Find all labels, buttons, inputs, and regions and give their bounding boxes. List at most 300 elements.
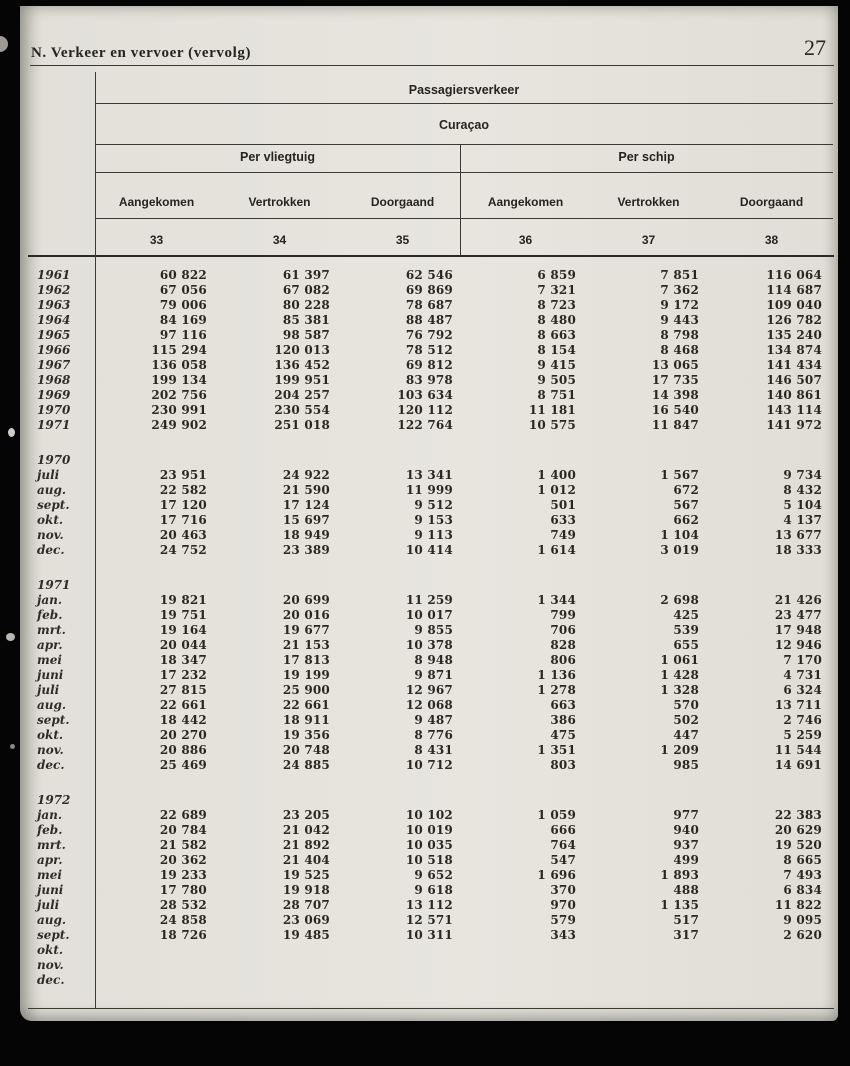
cell: 10 019 xyxy=(405,823,453,837)
table-row xyxy=(20,638,833,653)
cell: 146 507 xyxy=(766,373,822,387)
table-row xyxy=(20,543,833,558)
cell: 25 900 xyxy=(282,683,330,697)
cell: 230 991 xyxy=(151,403,207,417)
cell xyxy=(710,973,833,988)
cell xyxy=(95,973,218,988)
column-header: Doorgaand xyxy=(739,195,804,209)
cell: 143 114 xyxy=(766,403,822,417)
cell: 317 xyxy=(673,928,699,942)
table-row xyxy=(20,758,833,773)
section-label-row xyxy=(20,578,833,593)
cell: 1 061 xyxy=(660,653,699,667)
scan-edge-artifact xyxy=(0,36,8,52)
cell: 940 xyxy=(673,823,699,837)
cell: 9 618 xyxy=(414,883,453,897)
cell: 19 918 xyxy=(282,883,330,897)
cell xyxy=(464,943,587,958)
cell: 28 707 xyxy=(282,898,330,912)
column-header: Aangekomen xyxy=(118,195,195,209)
cell: 19 356 xyxy=(282,728,330,742)
cell: 249 902 xyxy=(151,418,207,432)
cell: 28 532 xyxy=(159,898,207,912)
cell: 21 426 xyxy=(774,593,822,607)
row-label: sept. xyxy=(37,498,70,512)
cell xyxy=(95,453,218,468)
row-label: juli xyxy=(37,683,60,697)
column-header: Vertrokken xyxy=(248,195,311,209)
cell: 136 452 xyxy=(274,358,330,372)
cell: 2 620 xyxy=(783,928,822,942)
scan-speck xyxy=(6,633,15,641)
row-label: okt. xyxy=(37,943,64,957)
section-label-row xyxy=(20,453,833,468)
cell: 1 567 xyxy=(660,468,699,482)
cell: 2 746 xyxy=(783,713,822,727)
cell: 23 205 xyxy=(282,808,330,822)
cell: 10 017 xyxy=(405,608,453,622)
cell: 80 228 xyxy=(282,298,330,312)
table-row xyxy=(20,388,833,403)
cell: 126 782 xyxy=(766,313,822,327)
cell: 9 172 xyxy=(660,298,699,312)
title-rule xyxy=(95,103,833,104)
cell: 7 321 xyxy=(537,283,576,297)
cell: 122 764 xyxy=(397,418,453,432)
cell: 828 xyxy=(550,638,576,652)
cell: 1 012 xyxy=(537,483,576,497)
table-row xyxy=(20,808,833,823)
cell: 22 661 xyxy=(282,698,330,712)
cell: 10 035 xyxy=(405,838,453,852)
cell: 10 102 xyxy=(405,808,453,822)
row-label: mei xyxy=(37,653,62,667)
cell xyxy=(341,943,464,958)
table-row xyxy=(20,698,833,713)
table-row xyxy=(20,468,833,483)
cell: 547 xyxy=(550,853,576,867)
cell: 24 858 xyxy=(159,913,207,927)
row-label: jan. xyxy=(37,593,63,607)
cell: 23 951 xyxy=(159,468,207,482)
cell xyxy=(587,973,710,988)
cell: 136 058 xyxy=(151,358,207,372)
cell: 230 554 xyxy=(274,403,330,417)
cell: 19 751 xyxy=(159,608,207,622)
cell: 24 752 xyxy=(159,543,207,557)
row-label: okt. xyxy=(37,728,64,742)
cell: 2 698 xyxy=(660,593,699,607)
cell: 20 748 xyxy=(282,743,330,757)
cell: 20 784 xyxy=(159,823,207,837)
cell: 18 726 xyxy=(159,928,207,942)
cell: 116 064 xyxy=(766,268,822,282)
column-header: Doorgaand xyxy=(370,195,435,209)
cell: 67 082 xyxy=(282,283,330,297)
row-label: 1971 xyxy=(37,418,71,432)
table-section xyxy=(20,578,833,773)
row-label: 1963 xyxy=(37,298,71,312)
cell: 764 xyxy=(550,838,576,852)
cell: 22 582 xyxy=(159,483,207,497)
table-row xyxy=(20,883,833,898)
cell: 18 911 xyxy=(282,713,330,727)
cell: 10 575 xyxy=(528,418,576,432)
cell: 16 540 xyxy=(651,403,699,417)
cell: 1 278 xyxy=(537,683,576,697)
cell: 12 967 xyxy=(405,683,453,697)
column-numbers xyxy=(95,233,833,247)
row-label: mrt. xyxy=(37,623,66,637)
table-row xyxy=(20,653,833,668)
cell: 799 xyxy=(550,608,576,622)
cell: 8 432 xyxy=(783,483,822,497)
cell: 970 xyxy=(550,898,576,912)
row-label: aug. xyxy=(37,483,67,497)
cell xyxy=(341,958,464,973)
cell: 8 776 xyxy=(414,728,453,742)
table-row xyxy=(20,943,833,958)
cell: 78 512 xyxy=(405,343,453,357)
cell: 134 874 xyxy=(766,343,822,357)
cell: 20 699 xyxy=(282,593,330,607)
cell xyxy=(218,793,341,808)
cell: 570 xyxy=(673,698,699,712)
row-label: 1965 xyxy=(37,328,71,342)
cell: 666 xyxy=(550,823,576,837)
cell: 22 689 xyxy=(159,808,207,822)
table-row xyxy=(20,823,833,838)
cell: 1 893 xyxy=(660,868,699,882)
cell: 5 259 xyxy=(783,728,822,742)
cell: 9 443 xyxy=(660,313,699,327)
cell: 17 813 xyxy=(282,653,330,667)
cell: 1 136 xyxy=(537,668,576,682)
row-label: feb. xyxy=(37,823,63,837)
table-region: Curaçao xyxy=(438,118,490,132)
cell: 13 677 xyxy=(774,528,822,542)
cell xyxy=(710,958,833,973)
cell xyxy=(587,453,710,468)
table-row xyxy=(20,418,833,433)
cell: 6 834 xyxy=(783,883,822,897)
cell: 17 735 xyxy=(651,373,699,387)
table-row xyxy=(20,728,833,743)
cell: 11 822 xyxy=(774,898,822,912)
column-headers xyxy=(95,195,833,209)
cell: 61 397 xyxy=(282,268,330,282)
cell: 8 751 xyxy=(537,388,576,402)
cell: 19 199 xyxy=(282,668,330,682)
table-row xyxy=(20,268,833,283)
cell: 15 697 xyxy=(282,513,330,527)
cell: 20 629 xyxy=(774,823,822,837)
table-row xyxy=(20,928,833,943)
cell: 21 892 xyxy=(282,838,330,852)
cell: 24 922 xyxy=(282,468,330,482)
cell: 141 972 xyxy=(766,418,822,432)
cell: 1 104 xyxy=(660,528,699,542)
table-row xyxy=(20,898,833,913)
cell: 60 822 xyxy=(159,268,207,282)
cell: 13 065 xyxy=(651,358,699,372)
cell xyxy=(587,943,710,958)
cell: 1 696 xyxy=(537,868,576,882)
column-number: 34 xyxy=(272,233,287,247)
table-row xyxy=(20,743,833,758)
table-row xyxy=(20,973,833,988)
header-rule xyxy=(30,65,834,66)
cell: 8 723 xyxy=(537,298,576,312)
cell: 17 124 xyxy=(282,498,330,512)
cell: 19 485 xyxy=(282,928,330,942)
cell xyxy=(464,453,587,468)
cell: 9 487 xyxy=(414,713,453,727)
row-label: mei xyxy=(37,868,62,882)
cell: 425 xyxy=(673,608,699,622)
cell: 9 855 xyxy=(414,623,453,637)
cell: 7 851 xyxy=(660,268,699,282)
cell: 114 687 xyxy=(766,283,822,297)
page-number: 27 xyxy=(804,35,826,60)
cell: 8 431 xyxy=(414,743,453,757)
cell: 17 120 xyxy=(159,498,207,512)
cell: 1 614 xyxy=(537,543,576,557)
table-row xyxy=(20,593,833,608)
cell: 13 341 xyxy=(405,468,453,482)
cell: 18 347 xyxy=(159,653,207,667)
row-label: sept. xyxy=(37,713,70,727)
page-title: N. Verkeer en vervoer (vervolg) xyxy=(31,45,252,61)
cell: 20 016 xyxy=(282,608,330,622)
cell: 69 812 xyxy=(405,358,453,372)
cell xyxy=(218,958,341,973)
table-row xyxy=(20,373,833,388)
cell: 23 069 xyxy=(282,913,330,927)
cell xyxy=(218,578,341,593)
cell: 204 257 xyxy=(274,388,330,402)
cell: 1 351 xyxy=(537,743,576,757)
cell xyxy=(95,943,218,958)
cell: 749 xyxy=(550,528,576,542)
cell: 9 505 xyxy=(537,373,576,387)
cell: 19 821 xyxy=(159,593,207,607)
cell: 1 344 xyxy=(537,593,576,607)
cell: 7 170 xyxy=(783,653,822,667)
table-row xyxy=(20,313,833,328)
row-label: 1968 xyxy=(37,373,71,387)
cell: 141 434 xyxy=(766,358,822,372)
cell: 10 518 xyxy=(405,853,453,867)
cell: 13 711 xyxy=(774,698,822,712)
cell: 8 663 xyxy=(537,328,576,342)
cell xyxy=(710,793,833,808)
row-label: okt. xyxy=(37,513,64,527)
row-label: mrt. xyxy=(37,838,66,852)
column-number: 37 xyxy=(641,233,656,247)
cell: 499 xyxy=(673,853,699,867)
cell: 22 383 xyxy=(774,808,822,822)
row-label: 1964 xyxy=(37,313,71,327)
cell: 502 xyxy=(673,713,699,727)
table-row xyxy=(20,513,833,528)
table-row xyxy=(20,358,833,373)
cell: 937 xyxy=(673,838,699,852)
cell xyxy=(587,578,710,593)
group-header-per-vliegtuig: Per vliegtuig xyxy=(239,150,316,164)
cell: 10 378 xyxy=(405,638,453,652)
cell: 19 520 xyxy=(774,838,822,852)
row-label: 1962 xyxy=(37,283,71,297)
cell: 21 582 xyxy=(159,838,207,852)
cell: 24 885 xyxy=(282,758,330,772)
cell xyxy=(218,453,341,468)
cell: 62 546 xyxy=(405,268,453,282)
cell: 9 652 xyxy=(414,868,453,882)
cell: 84 169 xyxy=(159,313,207,327)
table-section xyxy=(20,793,833,988)
cell: 12 946 xyxy=(774,638,822,652)
row-label: juli xyxy=(37,468,60,482)
cell xyxy=(95,958,218,973)
page xyxy=(20,6,838,1021)
group-rule xyxy=(95,172,833,173)
cell: 202 756 xyxy=(151,388,207,402)
cell: 8 480 xyxy=(537,313,576,327)
row-label: sept. xyxy=(37,928,70,942)
scan-speck xyxy=(8,428,15,437)
row-label: aug. xyxy=(37,698,67,712)
cell: 199 951 xyxy=(274,373,330,387)
cell: 9 153 xyxy=(414,513,453,527)
cell: 83 978 xyxy=(405,373,453,387)
cell: 1 328 xyxy=(660,683,699,697)
cell: 11 181 xyxy=(528,403,576,417)
cell: 10 414 xyxy=(405,543,453,557)
cell: 103 634 xyxy=(397,388,453,402)
table-row xyxy=(20,483,833,498)
cell: 22 661 xyxy=(159,698,207,712)
cell: 1 059 xyxy=(537,808,576,822)
row-label: dec. xyxy=(37,543,65,557)
table-row xyxy=(20,668,833,683)
cell: 11 999 xyxy=(405,483,453,497)
cell: 8 948 xyxy=(414,653,453,667)
cell: 1 209 xyxy=(660,743,699,757)
cell: 21 042 xyxy=(282,823,330,837)
cell: 21 153 xyxy=(282,638,330,652)
cell: 9 871 xyxy=(414,668,453,682)
cell: 13 112 xyxy=(405,898,453,912)
cell: 97 116 xyxy=(159,328,207,342)
table-row xyxy=(20,498,833,513)
column-number: 33 xyxy=(149,233,164,247)
cell: 8 665 xyxy=(783,853,822,867)
cell xyxy=(218,973,341,988)
cell: 14 691 xyxy=(774,758,822,772)
table-body xyxy=(20,268,833,988)
row-label: dec. xyxy=(37,973,65,987)
cell: 17 232 xyxy=(159,668,207,682)
cell: 18 949 xyxy=(282,528,330,542)
cell: 6 859 xyxy=(537,268,576,282)
cell: 12 068 xyxy=(405,698,453,712)
column-header: Aangekomen xyxy=(487,195,564,209)
cell xyxy=(710,453,833,468)
cell: 579 xyxy=(550,913,576,927)
cell: 21 590 xyxy=(282,483,330,497)
row-label: apr. xyxy=(37,638,63,652)
row-label: nov. xyxy=(37,528,64,542)
cell: 1 428 xyxy=(660,668,699,682)
row-label: 1966 xyxy=(37,343,71,357)
row-label: 1961 xyxy=(37,268,71,282)
cell: 5 104 xyxy=(783,498,822,512)
cell: 3 019 xyxy=(660,543,699,557)
cell: 10 712 xyxy=(405,758,453,772)
cell: 977 xyxy=(673,808,699,822)
cell: 17 716 xyxy=(159,513,207,527)
table-section xyxy=(20,268,833,433)
cell xyxy=(95,793,218,808)
cell: 20 044 xyxy=(159,638,207,652)
cell xyxy=(341,453,464,468)
cell: 672 xyxy=(673,483,699,497)
row-label: jan. xyxy=(37,808,63,822)
row-label: juli xyxy=(37,898,60,912)
table-row xyxy=(20,958,833,973)
cell: 98 587 xyxy=(282,328,330,342)
cell: 501 xyxy=(550,498,576,512)
cell: 475 xyxy=(550,728,576,742)
cell: 488 xyxy=(673,883,699,897)
section-label-row xyxy=(20,793,833,808)
cell: 20 362 xyxy=(159,853,207,867)
row-label: apr. xyxy=(37,853,63,867)
cell xyxy=(218,943,341,958)
cell xyxy=(710,943,833,958)
table-row xyxy=(20,528,833,543)
cell: 370 xyxy=(550,883,576,897)
table-row xyxy=(20,838,833,853)
section-year-label: 1972 xyxy=(37,793,71,807)
cell xyxy=(464,578,587,593)
cell: 10 311 xyxy=(405,928,453,942)
cell: 109 040 xyxy=(766,298,822,312)
cell: 6 324 xyxy=(783,683,822,697)
table-row xyxy=(20,403,833,418)
cell: 25 469 xyxy=(159,758,207,772)
cell: 27 815 xyxy=(159,683,207,697)
table-row xyxy=(20,913,833,928)
row-label: aug. xyxy=(37,913,67,927)
cell: 78 687 xyxy=(405,298,453,312)
cell: 14 398 xyxy=(651,388,699,402)
cell: 4 137 xyxy=(783,513,822,527)
row-label: 1969 xyxy=(37,388,71,402)
cell xyxy=(464,958,587,973)
table-row xyxy=(20,608,833,623)
body-top-rule xyxy=(28,255,834,257)
row-label: juni xyxy=(37,883,64,897)
column-number: 36 xyxy=(518,233,533,247)
body-bottom-rule xyxy=(28,1008,834,1009)
cell: 20 463 xyxy=(159,528,207,542)
cell xyxy=(464,973,587,988)
cell: 803 xyxy=(550,758,576,772)
cell: 135 240 xyxy=(766,328,822,342)
region-rule xyxy=(95,144,833,145)
